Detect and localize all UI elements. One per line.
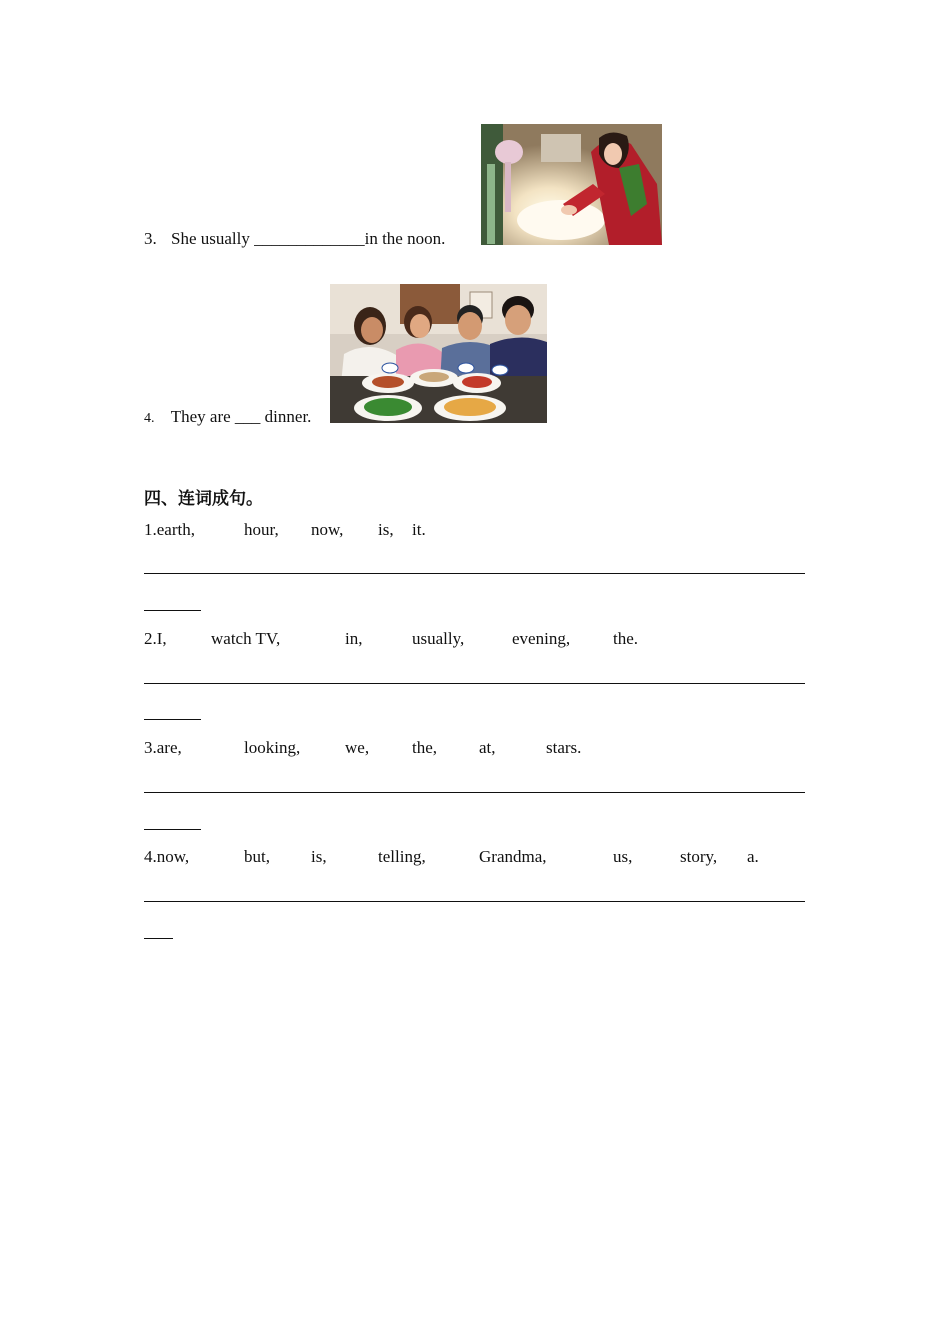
question-text: She usually _____________in the noon. <box>171 229 446 248</box>
word: but, <box>244 847 270 866</box>
word: now, <box>311 520 344 539</box>
answer-line-end <box>144 938 173 939</box>
girl-studying-photo <box>481 124 662 245</box>
word: usually, <box>412 629 465 648</box>
word: evening, <box>512 629 571 648</box>
word: 2.I, <box>144 629 167 648</box>
word: the. <box>613 629 639 648</box>
question-number: 4. <box>144 411 155 426</box>
word: story, <box>680 847 718 866</box>
word: us, <box>613 847 633 866</box>
question-4 <box>144 407 311 429</box>
word: hour, <box>244 520 279 539</box>
question-3 <box>144 229 445 249</box>
word: 1.earth, <box>144 520 195 539</box>
word: we, <box>345 738 370 757</box>
answer-line <box>144 683 805 684</box>
answer-line <box>144 792 805 793</box>
word: 4.now, <box>144 847 190 866</box>
question-text: They are ___ dinner. <box>170 407 312 426</box>
section-title: 四、连词成句。 <box>144 489 263 509</box>
word: watch TV, <box>211 629 281 648</box>
answer-line-end <box>144 829 201 830</box>
word: in, <box>345 629 363 648</box>
word: looking, <box>244 738 301 757</box>
question-number: 3. <box>144 229 157 248</box>
word: the, <box>412 738 438 757</box>
word: at, <box>479 738 496 757</box>
word: 3.are, <box>144 738 182 757</box>
answer-line <box>144 573 805 574</box>
answer-line-end <box>144 610 201 611</box>
word: a. <box>747 847 759 866</box>
word: telling, <box>378 847 426 866</box>
word: is, <box>378 520 394 539</box>
family-dinner-photo <box>330 284 547 423</box>
word: Grandma, <box>479 847 547 866</box>
answer-line-end <box>144 719 201 720</box>
answer-line <box>144 901 805 902</box>
word: is, <box>311 847 327 866</box>
word: stars. <box>546 738 582 757</box>
word: it. <box>412 520 426 539</box>
